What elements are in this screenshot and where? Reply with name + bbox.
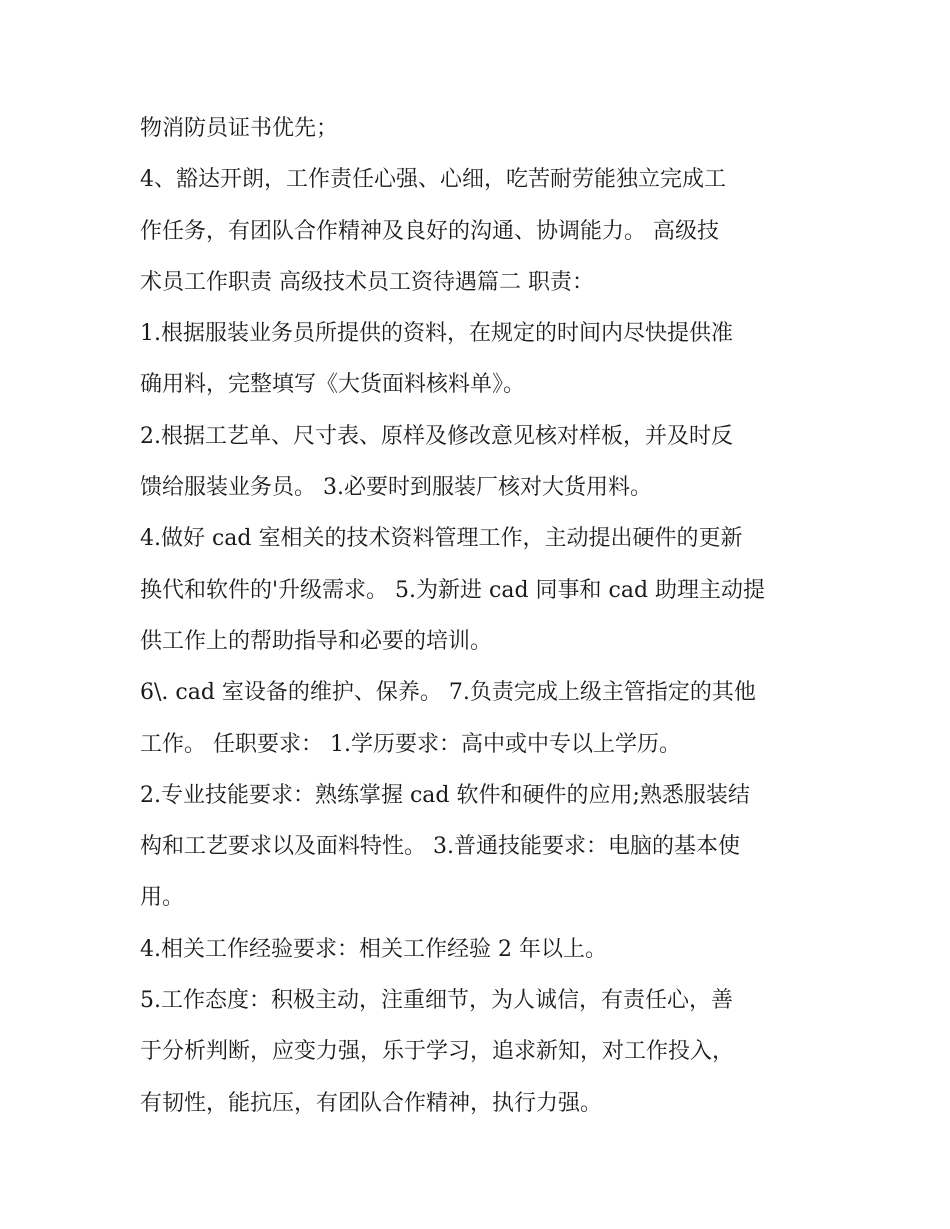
text-line: 4.相关工作经验要求：相关工作经验 2 年以上。 <box>140 936 607 962</box>
text-line: 确用料，完整填写《大货面料核料单》。 <box>140 372 526 398</box>
text-line: 有韧性，能抗压，有团队合作精神，执行力强。 <box>140 1090 603 1116</box>
document-body <box>140 103 820 1129</box>
text-line: 术员工作职责 高级技术员工资待遇篇二 职责： <box>140 269 594 295</box>
text-line: 物消防员证书优先； <box>140 116 339 141</box>
text-line: 4.做好 cad 室相关的技术资料管理工作，主动提出硬件的更新 <box>140 526 743 552</box>
text-line: 作任务，有团队合作精神及良好的沟通、协调能力。 高级技 <box>140 218 719 244</box>
text-line: 于分析判断，应变力强，乐于学习，追求新知，对工作投入， <box>140 1039 735 1065</box>
text-line: 4、豁达开朗，工作责任心强、心细，吃苦耐劳能独立完成工 <box>140 167 726 193</box>
text-line: 6\. cad 室设备的维护、保养。 7.负责完成上级主管指定的其他 <box>140 680 756 706</box>
text-line: 馈给服装业务员。 3.必要时到服装厂核对大货用料。 <box>140 475 652 501</box>
text-line: 供工作上的帮助指导和必要的培训。 <box>140 628 493 654</box>
text-line: 用。 <box>140 885 185 911</box>
text-line: 5.工作态度：积极主动，注重细节，为人诚信，有责任心，善 <box>140 988 733 1014</box>
text-line: 2.专业技能要求：熟练掌握 cad 软件和硬件的应用;熟悉服装结 <box>140 782 750 808</box>
text-line: 换代和软件的'升级需求。 5.为新进 cad 同事和 cad 助理主动提 <box>140 577 766 603</box>
text-line: 1.根据服装业务员所提供的资料，在规定的时间内尽快提供准 <box>140 321 733 347</box>
text-line: 2.根据工艺单、尺寸表、原样及修改意见核对样板，并及时反 <box>140 423 733 449</box>
text-line: 工作。 任职要求： 1.学历要求：高中或中专以上学历。 <box>140 731 681 757</box>
text-line: 构和工艺要求以及面料特性。 3.普通技能要求：电脑的基本使 <box>140 834 740 860</box>
